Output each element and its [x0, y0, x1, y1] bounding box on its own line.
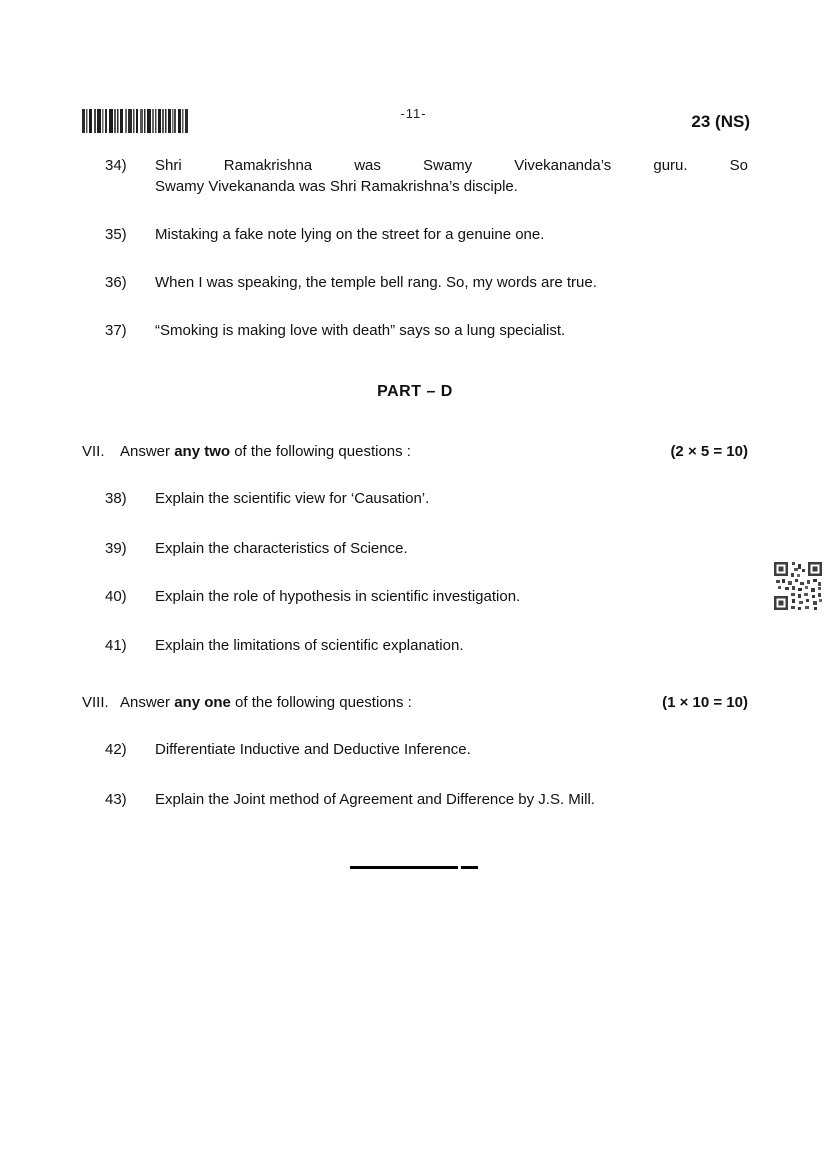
- section-instruction: [120, 441, 670, 462]
- instruction-post: of the following questions :: [230, 443, 411, 460]
- section-instruction: [120, 692, 662, 713]
- part-heading: PART – D: [377, 383, 453, 400]
- question-number: 41): [105, 637, 127, 654]
- question-row-41: [105, 635, 748, 656]
- qr-code: [772, 560, 824, 617]
- question-text: [155, 155, 748, 197]
- instruction-bold: any two: [174, 443, 231, 460]
- question-number: 37): [105, 322, 127, 339]
- qr-code-image: [772, 560, 824, 612]
- question-number: 38): [105, 490, 127, 507]
- question-text: When I was speaking, the temple bell rang. So, my words are true.: [155, 274, 597, 291]
- end-rule-segment: [350, 866, 458, 869]
- instruction-pre: Answer: [120, 694, 175, 711]
- question-number: 35): [105, 226, 127, 243]
- paper-code: 23 (NS): [691, 112, 750, 131]
- section-marks: (1 × 10 = 10): [662, 694, 748, 711]
- end-rule-segment: [461, 866, 478, 869]
- instruction-pre: Answer: [120, 443, 175, 460]
- question-row-34: [105, 155, 748, 197]
- question-text: Explain the role of hypothesis in scientific investigation.: [155, 588, 521, 605]
- end-rule: [350, 866, 478, 869]
- question-number: 42): [105, 741, 127, 758]
- instruction-post: of the following questions :: [230, 694, 412, 711]
- section-roman: VII.: [82, 443, 105, 460]
- question-text: Explain the Joint method of Agreement and Difference by J.S. Mill.: [155, 791, 595, 808]
- question-text-line1: Shri Ramakrishna was Swamy Vivekananda’s guru. So: [155, 157, 748, 174]
- question-text: Explain the scientific view for ‘Causation’.: [155, 490, 430, 507]
- section-vii-header: [82, 441, 748, 462]
- question-number: 34): [105, 157, 127, 174]
- question-text: Mistaking a fake note lying on the street for a genuine one.: [155, 226, 545, 243]
- question-row-43: [105, 789, 748, 810]
- question-number: 43): [105, 791, 127, 808]
- instruction-bold: any one: [174, 694, 231, 711]
- question-row-40: [105, 586, 748, 607]
- question-number: 39): [105, 540, 127, 557]
- section-viii-header: [82, 692, 748, 713]
- question-text: Explain the limitations of scientific explanation.: [155, 637, 464, 654]
- question-text: Differentiate Inductive and Deductive Inference.: [155, 741, 471, 758]
- question-text-line2: Swamy Vivekananda was Shri Ramakrishna’s disciple.: [155, 178, 518, 195]
- question-number: 40): [105, 588, 127, 605]
- question-row-39: [105, 538, 748, 559]
- question-row-35: [105, 224, 748, 245]
- question-row-38: [105, 488, 748, 509]
- question-text: “Smoking is making love with death” says so a lung specialist.: [155, 322, 566, 339]
- question-number: 36): [105, 274, 127, 291]
- section-marks: (2 × 5 = 10): [670, 443, 748, 460]
- section-roman: VIII.: [82, 694, 109, 711]
- question-row-37: [105, 320, 748, 341]
- question-text: Explain the characteristics of Science.: [155, 540, 408, 557]
- question-row-42: [105, 739, 748, 760]
- page-number: -11-: [400, 106, 427, 121]
- question-row-36: [105, 272, 748, 293]
